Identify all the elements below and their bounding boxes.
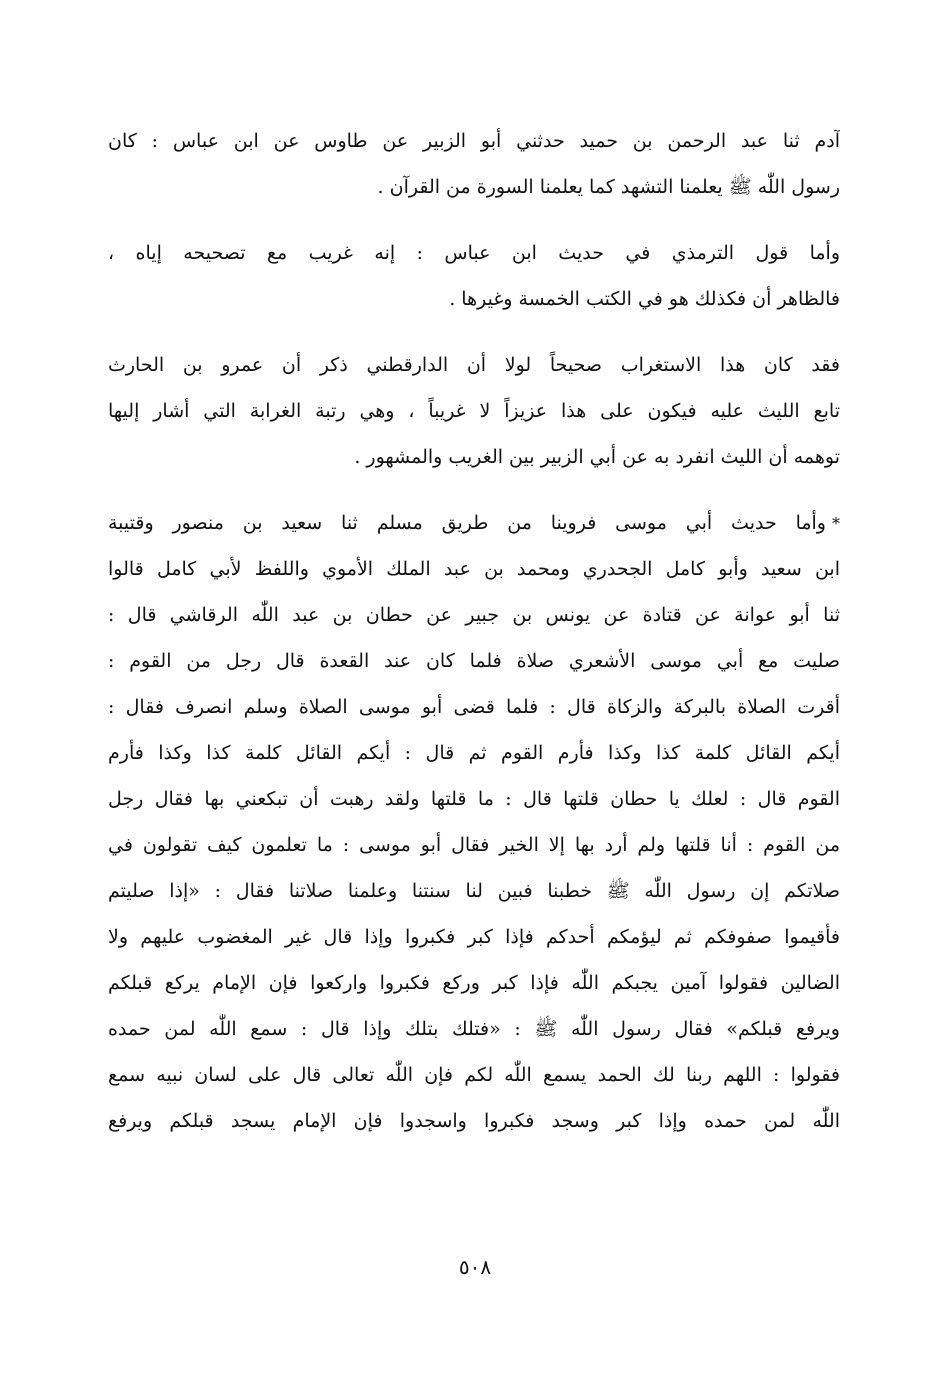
text-line: فقد كان هذا الاستغراب صحيحاً لولا أن الدارقطني ذكر أن عمرو بن الحارث bbox=[108, 354, 840, 376]
paragraph-gap bbox=[108, 322, 840, 342]
text-line: ابن سعيد وأبو كامل الجحدري ومحمد بن عبد الملك الأموي واللفظ لأبي كامل قالوا bbox=[108, 558, 840, 580]
text-line: أيكم القائل كلمة كذا وكذا فأرم القوم ثم قال : أيكم القائل كلمة كذا وكذا فأرم bbox=[108, 742, 840, 764]
text-line: ثنا أبو عوانة عن قتادة عن يونس بن جبير عن حطان بن عبد اللّٰه الرقاشي قال : bbox=[108, 604, 840, 626]
text-line-content: وأما حديث أبي موسى فروينا من طريق مسلم ثنا سعيد بن منصور وقتيبة bbox=[108, 512, 826, 534]
text-line: آدم ثنا عبد الرحمن بن حميد حدثني أبو الزبير عن طاوس عن ابن عباس : كان bbox=[108, 130, 840, 152]
asterisk-icon: * bbox=[832, 514, 840, 533]
text-line: فأقيموا صفوفكم ثم ليؤمكم أحدكم فإذا كبر فكبروا وإذا قال غير المغضوب عليهم ولا bbox=[108, 926, 840, 948]
page-body bbox=[108, 118, 840, 1144]
text-line: الضالين فقولوا آمين يجبكم اللّٰه فإذا كبر وركع فكبروا واركعوا فإن الإمام يركع قبلكم bbox=[108, 972, 840, 994]
text-line: القوم قال : لعلك يا حطان قلتها قال : ما قلتها ولقد رهبت أن تبكعني بها فقال رجل bbox=[108, 788, 840, 810]
paragraph-gap bbox=[108, 480, 840, 500]
text-line: صليت مع أبي موسى الأشعري صلاة فلما كان عند القعدة قال رجل من القوم : bbox=[108, 650, 840, 672]
text-line bbox=[108, 500, 840, 546]
text-line: وأما قول الترمذي في حديث ابن عباس : إنه غريب مع تصحيحه إياه ، bbox=[108, 242, 840, 264]
text-line: من القوم : أنا قلتها ولم أرد بها إلا الخير فقال أبو موسى : ما تعلمون كيف تقولون في bbox=[108, 834, 840, 856]
page-number: ٥٠٨ bbox=[458, 1255, 492, 1279]
paragraph-gap bbox=[108, 210, 840, 230]
text-line: صلاتكم إن رسول اللّٰه ﷺ خطبنا فبين لنا سنتنا وعلمنا صلاتنا فقال : «إذا صليتم bbox=[108, 880, 840, 902]
text-line: توهمه أن الليث انفرد به عن أبي الزبير بين الغريب والمشهور . bbox=[354, 446, 840, 468]
text-line: أقرت الصلاة بالبركة والزكاة قال : فلما قضى أبو موسى الصلاة وسلم انصرف فقال : bbox=[108, 696, 840, 718]
text-line: تابع الليث عليه فيكون على هذا عزيزاً لا غريباً ، وهي رتبة الغرابة التي أشار إليها bbox=[108, 400, 840, 422]
paragraph-2 bbox=[108, 230, 840, 322]
paragraph-3 bbox=[108, 342, 840, 480]
text-line: رسول اللّٰه ﷺ يعلمنا التشهد كما يعلمنا السورة من القرآن . bbox=[377, 176, 840, 198]
text-line: اللّٰه لمن حمده وإذا كبر وسجد فكبروا واسجدوا فإن الإمام يسجد قبلكم ويرفع bbox=[108, 1110, 840, 1132]
text-line: فالظاهر أن فكذلك هو في الكتب الخمسة وغيرها . bbox=[449, 288, 840, 310]
text-line: فقولوا : اللهم ربنا لك الحمد يسمع اللّٰه لكم فإن اللّٰه تعالى قال على لسان نبيه سمع bbox=[108, 1064, 840, 1086]
paragraph-4 bbox=[108, 500, 840, 1144]
text-line: ويرفع قبلكم» فقال رسول اللّٰه ﷺ : «فتلك بتلك وإذا قال : سمع اللّٰه لمن حمده bbox=[108, 1018, 840, 1040]
paragraph-1 bbox=[108, 118, 840, 210]
